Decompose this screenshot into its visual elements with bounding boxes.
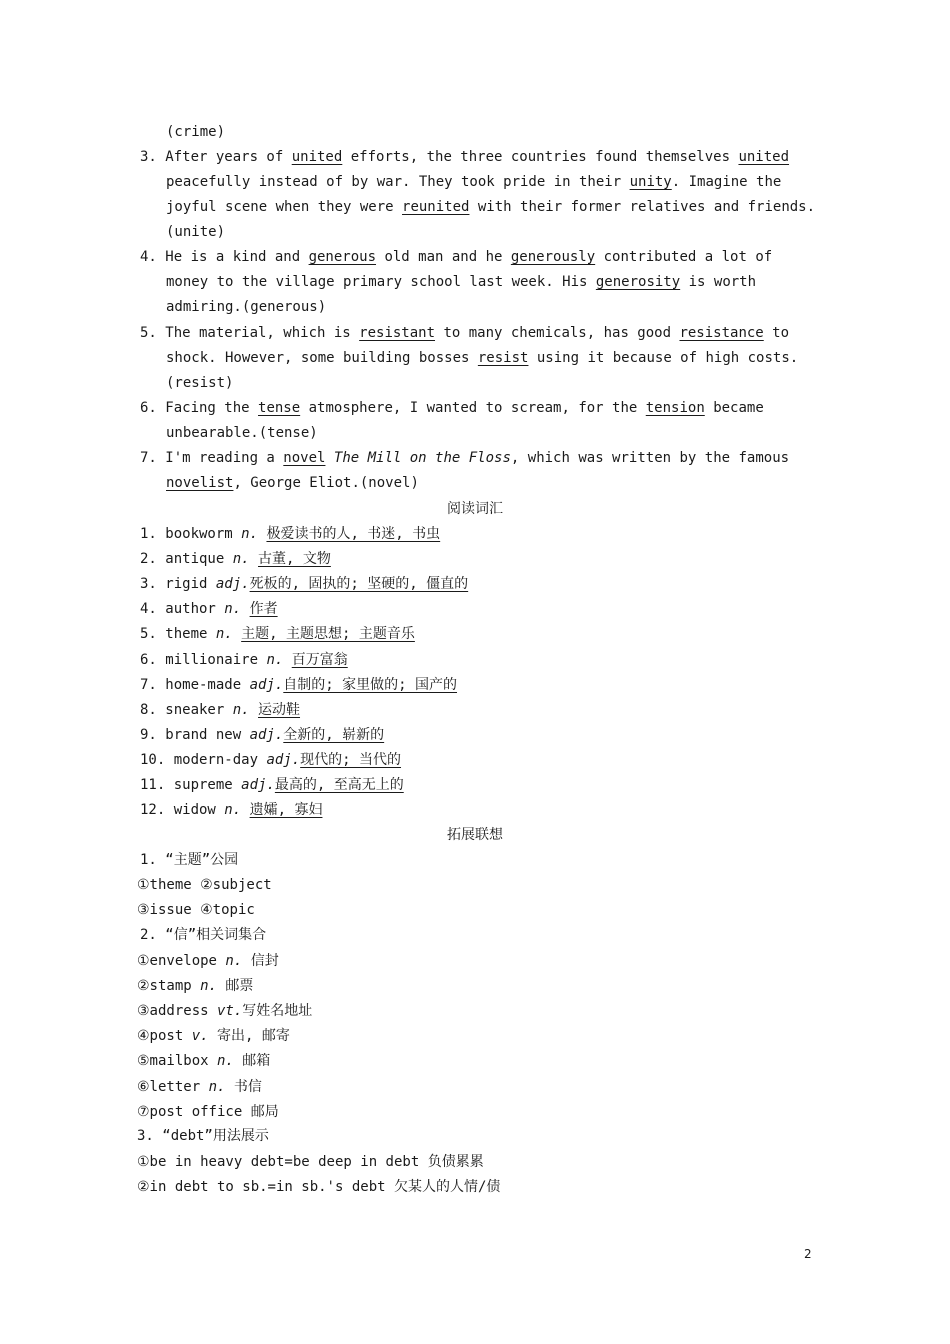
vocab-word: 6. millionaire bbox=[140, 651, 267, 668]
part-of-speech: n. bbox=[241, 526, 259, 542]
vocab-meaning: 作者 bbox=[249, 601, 278, 618]
sentence-3-line-4 bbox=[166, 220, 225, 245]
meaning: 寄出, 邮寄 bbox=[208, 1028, 290, 1045]
group-3-row-1: ①be in heavy debt=be deep in debt 负债累累 bbox=[137, 1154, 484, 1170]
part-of-speech: vt. bbox=[216, 1003, 243, 1020]
letter-word-item bbox=[137, 1075, 262, 1100]
letter-word-item bbox=[137, 1049, 270, 1074]
answer-word: resist bbox=[477, 350, 529, 366]
part-of-speech: n. bbox=[266, 651, 284, 668]
sentence-6-line-2 bbox=[166, 421, 318, 446]
sentence-7-line-2 bbox=[166, 471, 419, 496]
vocab-item bbox=[140, 572, 468, 597]
text: , George Eliot.(novel) bbox=[233, 475, 419, 491]
vocab-meaning: 全新的, 崭新的 bbox=[283, 726, 385, 743]
vocab-item bbox=[140, 798, 322, 823]
text: 6. Facing the bbox=[140, 400, 259, 416]
text-line bbox=[166, 120, 225, 145]
vocab-word: 5. theme bbox=[140, 626, 216, 643]
sentence-5-line-1 bbox=[140, 321, 789, 346]
part-of-speech: adj. bbox=[266, 751, 301, 768]
meaning: 邮票 bbox=[216, 978, 254, 995]
group-2-title: 2. “信”相关词集合 bbox=[140, 927, 267, 943]
group-3-row-2: ②in debt to sb.=in sb.'s debt 欠某人的人情/债 bbox=[137, 1179, 501, 1195]
text: joyful scene when they were bbox=[166, 199, 403, 215]
vocab-word: 9. brand new bbox=[140, 726, 250, 743]
book-title: The Mill on the Floss bbox=[333, 450, 511, 466]
sentence-4-line-3 bbox=[166, 295, 326, 320]
sentence-7-line-1 bbox=[140, 446, 789, 471]
vocab-word: 10. modern-day bbox=[140, 751, 267, 768]
vocab-meaning: 极爱读书的人, 书迷, 书虫 bbox=[266, 526, 441, 542]
word: ③address bbox=[137, 1003, 217, 1020]
text: unbearable.(tense) bbox=[166, 425, 318, 441]
text: (resist) bbox=[166, 375, 234, 391]
answer-word: generously bbox=[510, 249, 596, 265]
word: ⑤mailbox bbox=[137, 1053, 217, 1070]
group-1-title: 1. “主题”公园 bbox=[140, 852, 239, 868]
part-of-speech: adj. bbox=[215, 576, 250, 593]
vocab-item bbox=[140, 773, 404, 798]
meaning: 写姓名地址 bbox=[242, 1003, 313, 1020]
text: contributed a lot of bbox=[595, 249, 773, 265]
vocab-item bbox=[140, 522, 440, 547]
spacer bbox=[250, 702, 258, 718]
answer-word: resistant bbox=[359, 325, 436, 341]
vocab-item bbox=[140, 622, 415, 647]
group-1-row-2: ③issue ④topic bbox=[137, 902, 255, 918]
vocab-item bbox=[140, 723, 384, 748]
text: 7. I'm reading a bbox=[140, 450, 284, 466]
text: efforts, the three countries found themselves bbox=[342, 149, 739, 165]
text: . Imagine the bbox=[671, 174, 782, 190]
part-of-speech: n. bbox=[224, 802, 242, 819]
meaning: 书信 bbox=[225, 1078, 262, 1095]
letter-word-item bbox=[137, 1024, 290, 1049]
group-3-title: 3. “debt”用法展示 bbox=[137, 1128, 269, 1144]
meaning: 信封 bbox=[242, 953, 279, 969]
vocab-word: 11. supreme bbox=[140, 777, 242, 793]
vocab-meaning: 现代的; 当代的 bbox=[300, 751, 402, 768]
vocab-meaning: 遗孀, 寡妇 bbox=[249, 802, 323, 819]
text: with their former relatives and friends. bbox=[469, 199, 816, 215]
section-heading-expansion: 拓展联想 bbox=[447, 827, 503, 843]
sentence-3-line-2 bbox=[166, 170, 781, 195]
text: admiring.(generous) bbox=[166, 299, 327, 315]
vocab-meaning: 百万富翁 bbox=[291, 651, 348, 668]
vocab-word: 12. widow bbox=[140, 802, 225, 819]
answer-word: novelist bbox=[166, 475, 234, 491]
sentence-6-line-1 bbox=[140, 396, 764, 421]
vocab-item bbox=[140, 648, 348, 673]
text: using it because of high costs. bbox=[528, 350, 799, 366]
answer-word: unity bbox=[629, 174, 672, 190]
text: 5. The material, which is bbox=[140, 325, 360, 341]
page-number: 2 bbox=[804, 1247, 812, 1261]
answer-word: generous bbox=[308, 249, 377, 265]
letter-word-item bbox=[137, 999, 312, 1024]
vocab-item bbox=[140, 698, 300, 723]
vocab-item bbox=[140, 748, 401, 773]
vocab-word: 7. home-made bbox=[140, 676, 250, 693]
text: money to the village primary school last week. His bbox=[166, 274, 596, 290]
vocab-word: 4. author bbox=[140, 601, 225, 618]
vocab-meaning: 主题, 主题思想; 主题音乐 bbox=[241, 626, 415, 643]
vocab-meaning: 死板的, 固执的; 坚硬的, 僵直的 bbox=[249, 576, 469, 593]
text: to many chemicals, has good bbox=[435, 325, 680, 341]
vocab-word: 1. bookworm bbox=[140, 526, 242, 542]
section-heading-reading-vocab: 阅读词汇 bbox=[447, 501, 503, 517]
sentence-5-line-2 bbox=[166, 346, 798, 371]
part-of-speech: n. bbox=[225, 953, 243, 969]
part-of-speech: n. bbox=[224, 601, 242, 618]
text: (crime) bbox=[166, 124, 226, 140]
answer-word: tense bbox=[258, 400, 301, 416]
sentence-3-line-1 bbox=[140, 145, 789, 170]
part-of-speech: n. bbox=[232, 701, 250, 718]
vocab-meaning: 最高的, 至高无上的 bbox=[274, 777, 404, 793]
text: shock. However, some building bosses bbox=[166, 350, 478, 366]
vocab-word: 3. rigid bbox=[140, 576, 216, 593]
part-of-speech: v. bbox=[191, 1028, 209, 1045]
text: old man and he bbox=[376, 249, 511, 265]
vocab-item bbox=[140, 673, 457, 698]
spacer bbox=[250, 551, 258, 567]
answer-word: united bbox=[291, 149, 343, 165]
word: ④post bbox=[137, 1028, 192, 1045]
vocab-meaning: 自制的; 家里做的; 国产的 bbox=[283, 676, 458, 693]
vocab-word: 2. antique bbox=[140, 551, 233, 568]
text: peacefully instead of by war. They took pride in their bbox=[166, 174, 630, 190]
text: (unite) bbox=[166, 224, 226, 240]
text: is worth bbox=[680, 274, 757, 290]
vocab-word: 8. sneaker bbox=[140, 701, 233, 718]
spacer bbox=[241, 802, 249, 818]
sentence-4-line-1 bbox=[140, 245, 772, 270]
text: 3. After years of bbox=[140, 149, 292, 165]
sentence-4-line-2 bbox=[166, 270, 756, 295]
answer-word: resistance bbox=[679, 325, 764, 341]
answer-word: reunited bbox=[402, 199, 470, 215]
vocab-item bbox=[140, 597, 278, 622]
answer-word: generosity bbox=[595, 274, 681, 290]
answer-word: novel bbox=[283, 450, 326, 466]
letter-word-item bbox=[137, 1100, 279, 1125]
word: ①envelope bbox=[137, 953, 226, 969]
spacer bbox=[233, 626, 241, 642]
word: ②stamp bbox=[137, 978, 201, 995]
text bbox=[325, 450, 333, 466]
group-1-row-1: ①theme ②subject bbox=[137, 877, 272, 893]
text: , which was written by the famous bbox=[510, 450, 790, 466]
sentence-5-line-3 bbox=[166, 371, 233, 396]
text: became bbox=[704, 400, 764, 416]
part-of-speech: adj. bbox=[241, 777, 275, 793]
meaning: 邮箱 bbox=[233, 1053, 271, 1070]
vocab-meaning: 古董, 文物 bbox=[258, 551, 331, 568]
letter-word-item bbox=[137, 949, 279, 974]
sentence-3-line-3 bbox=[166, 195, 815, 220]
part-of-speech: n. bbox=[208, 1078, 226, 1095]
vocab-meaning: 运动鞋 bbox=[258, 701, 301, 718]
word: ⑥letter bbox=[137, 1078, 209, 1095]
vocab-item bbox=[140, 547, 331, 572]
answer-word: united bbox=[738, 149, 790, 165]
letter-word-item bbox=[137, 974, 253, 999]
part-of-speech: n. bbox=[200, 978, 217, 995]
spacer bbox=[283, 652, 291, 668]
text: 4. He is a kind and bbox=[140, 249, 309, 265]
text: atmosphere, I wanted to scream, for the bbox=[300, 400, 646, 416]
part-of-speech: n. bbox=[216, 1053, 234, 1070]
part-of-speech: adj. bbox=[249, 676, 284, 693]
answer-word: tension bbox=[645, 400, 705, 416]
part-of-speech: n. bbox=[232, 551, 250, 568]
part-of-speech: adj. bbox=[249, 726, 284, 743]
text: to bbox=[763, 325, 790, 341]
spacer bbox=[241, 601, 249, 617]
part-of-speech: n. bbox=[215, 626, 233, 643]
word: ⑦post office 邮局 bbox=[137, 1103, 279, 1120]
